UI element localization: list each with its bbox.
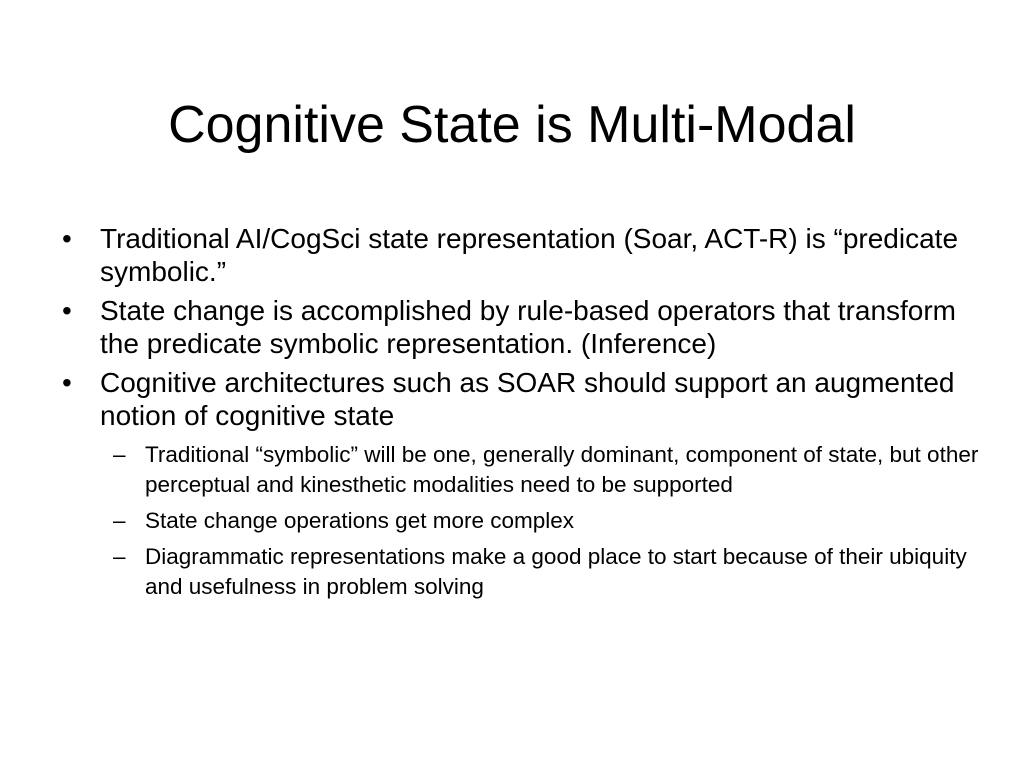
slide-title: Cognitive State is Multi-Modal	[168, 96, 856, 154]
sub-bullet-marker: –	[113, 508, 126, 533]
sub-bullet-item	[100, 440, 982, 500]
sub-bullet-marker: –	[113, 442, 126, 467]
bullet-text: State change is accomplished by rule-based operators that transform the predicate symbolic representation. (Inference)	[100, 295, 957, 359]
sub-bullet-item	[100, 506, 982, 536]
bullet-text: Cognitive architectures such as SOAR should support an augmented notion of cognitive state	[100, 367, 955, 431]
sub-bullet-list	[100, 440, 982, 602]
bullet-marker: •	[62, 295, 72, 326]
bullet-item	[62, 366, 982, 432]
bullet-item	[62, 294, 982, 360]
sub-bullet-text: Diagrammatic representations make a good place to start because of their ubiquity and usefulness in problem solving	[145, 544, 967, 599]
sub-bullet-marker: –	[113, 544, 126, 569]
bullet-marker: •	[62, 367, 72, 398]
sub-bullet-text: Traditional “symbolic” will be one, generally dominant, component of state, but other perceptual and kinesthetic modalities need to be supported	[145, 442, 979, 497]
bullet-item	[62, 222, 982, 288]
bullet-text: Traditional AI/CogSci state representation (Soar, ACT-R) is “predicate symbolic.”	[100, 223, 959, 287]
sub-bullet-item	[100, 542, 982, 602]
slide-body	[62, 222, 982, 608]
bullet-marker: •	[62, 223, 72, 254]
sub-bullet-text: State change operations get more complex	[145, 508, 575, 533]
